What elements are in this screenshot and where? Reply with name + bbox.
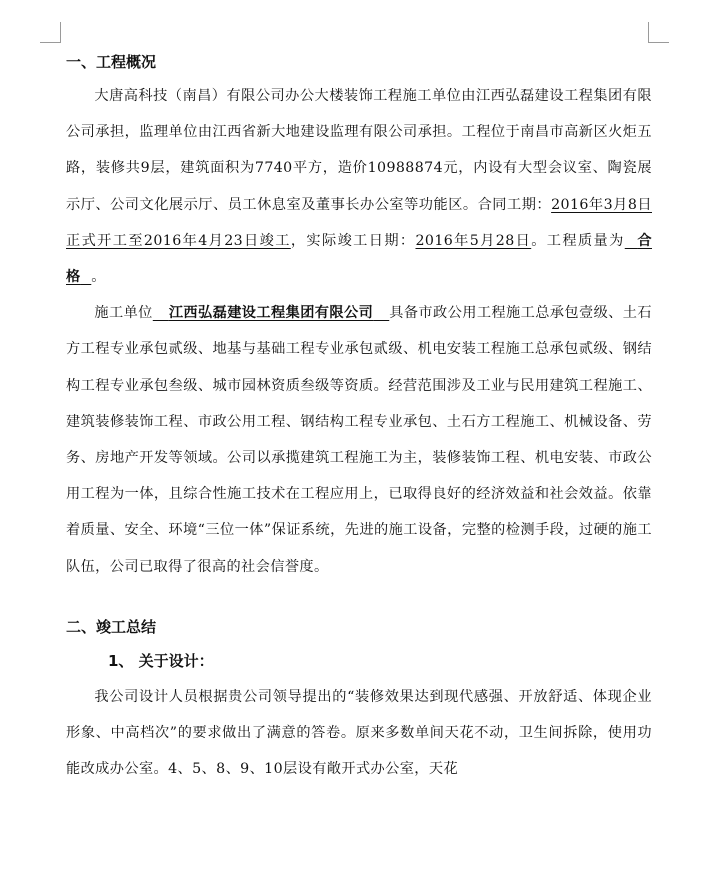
contractor-label: 施工单位 (94, 305, 153, 322)
section-gap (66, 585, 652, 611)
contractor-description: 具备市政公用工程施工总承包壹级、土石方工程专业承包贰级、地基与基础工程专业承包贰级、机电安装工程施工总承包贰级、钢结构工程专业承包叁级、城市园林资质叁级等资质。经营范围涉及工业与民用建筑工程施工、建筑装修装饰工程、市政公用工程、钢结构工程专业承包、土石方工程施工、机械设备、劳务、房地产开发等领域。公司以承揽建筑工程施工为主，装修装饰工程、机电安装、市政公用工程为一体，且综合性施工技术在工程应用上，已取得良好的经济效益和社会效益。依靠着质量、安全、环境“三位一体”保证系统，先进的施工设备，完整的检测手段，过硬的施工队伍，公司已取得了很高的社会信誉度。 (66, 305, 652, 575)
crop-mark-top-left (40, 22, 61, 43)
paragraph-design: 我公司设计人员根据贵公司领导提出的“装修效果达到现代感强、开放舒适、体现企业形象、中高档次”的要求做出了满意的答卷。原来多数单间天花不动，卫生间拆除，使用功能改成办公室。4、5、8、9、10层设有敞开式办公室，天花 (66, 688, 652, 778)
subheading-design: 1、 关于设计： (108, 651, 214, 670)
section-heading-summary: 二、竣工总结 (66, 617, 157, 636)
contract-period: 2016年3月8日正式开工至2016年4月23日竣工 (66, 196, 652, 249)
crop-mark-top-right (648, 22, 669, 43)
paragraph-contractor (66, 295, 652, 585)
overview-text-4: 。 (91, 269, 106, 286)
overview-text-1: 大唐高科技（南昌）有限公司办公大楼装饰工程施工单位由江西弘磊建设工程集团有限公司承担，监理单位由江西省新大地建设监理有限公司承担。工程位于南昌市高新区火炬五路，装修共9层，建筑面积为7740平方，造价10988874元，内设有大型会议室、陶瓷展示厅、公司文化展示厅、员工休息室及董事长办公室等功能区。合同工期： (66, 88, 652, 213)
contractor-company: 江西弘磊建设工程集团有限公司 (168, 305, 374, 322)
actual-completion-date: 2016年5月28日 (415, 232, 532, 249)
quality-rating: 合格 (66, 232, 652, 286)
paragraph-overview (66, 78, 652, 295)
overview-text-3: 。工程质量为 (531, 232, 625, 249)
document-body (66, 46, 652, 787)
overview-text-2: ，实际竣工日期： (290, 232, 416, 249)
section-heading-overview: 一、工程概况 (66, 53, 157, 71)
